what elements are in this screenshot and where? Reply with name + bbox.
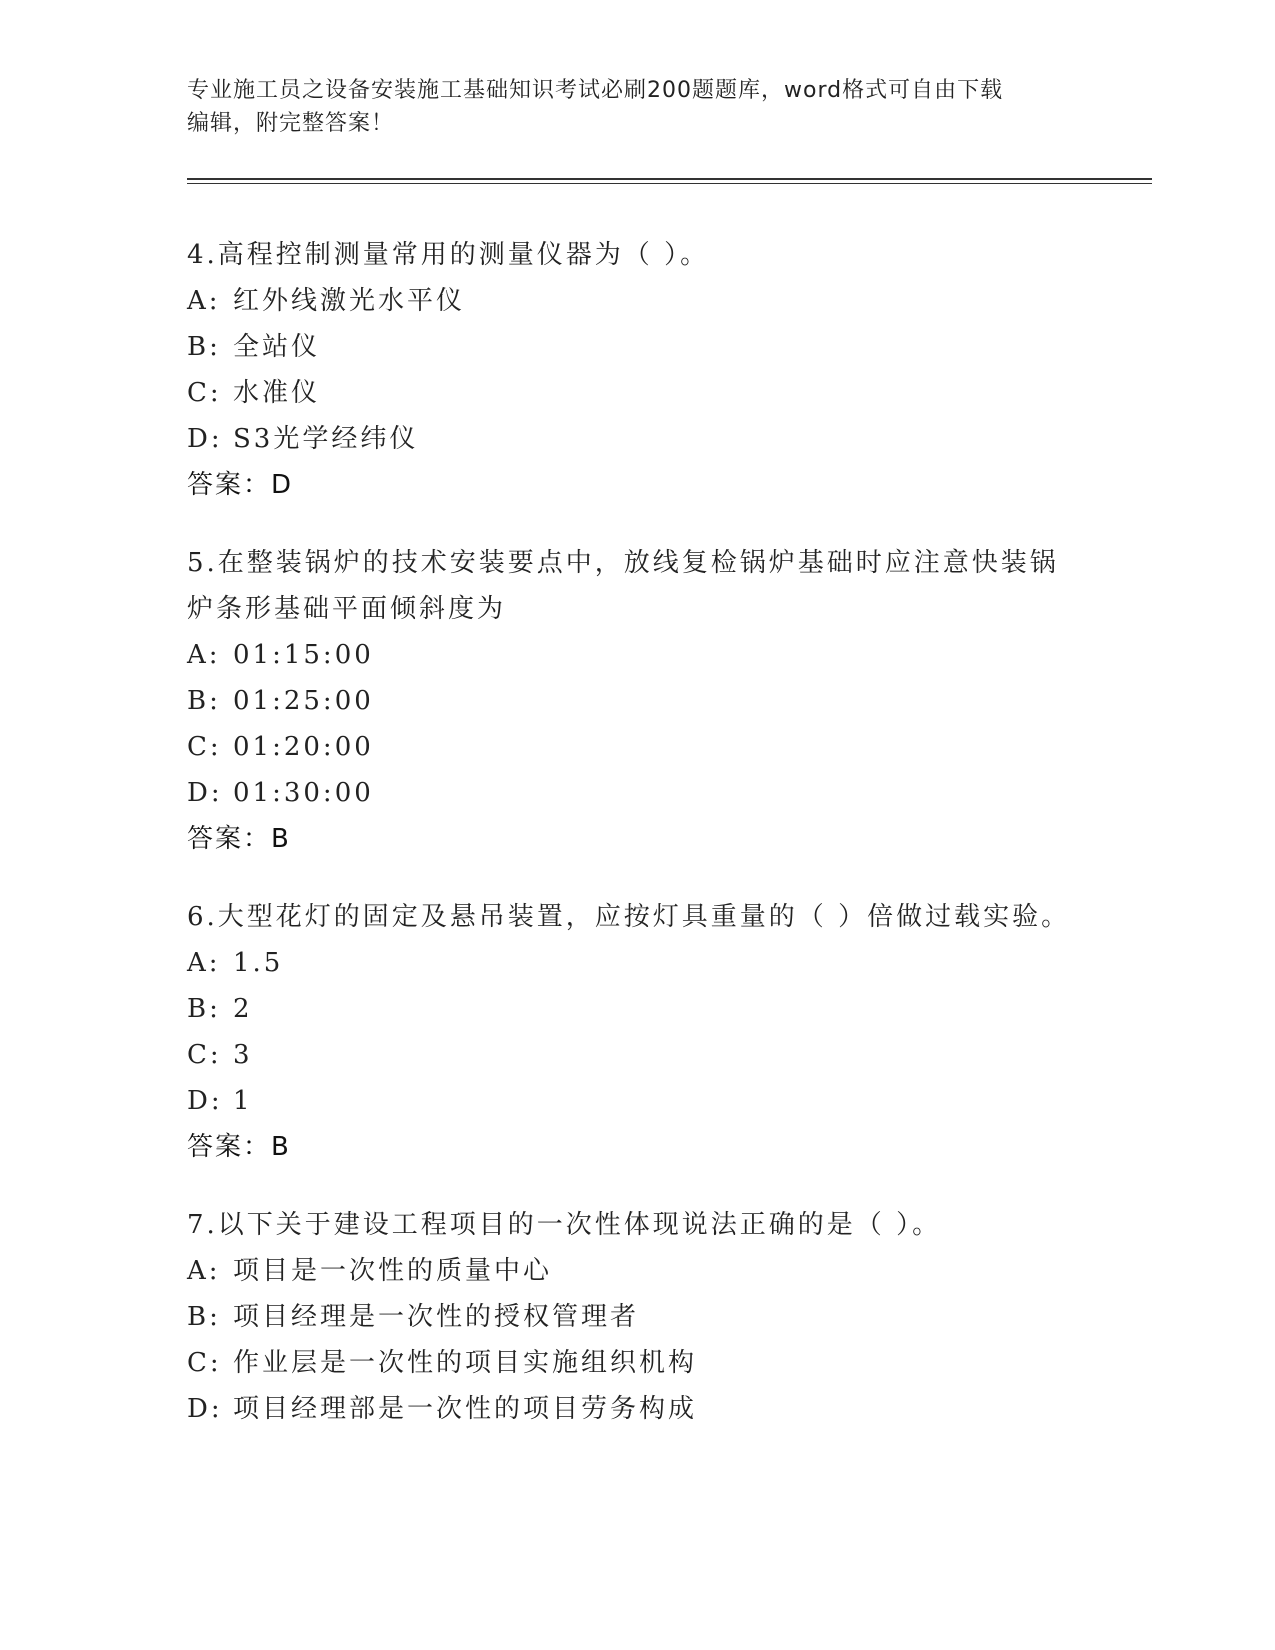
question-6 bbox=[187, 894, 1087, 1170]
option-text: 01:20:00 bbox=[233, 732, 374, 762]
option-text: 01:30:00 bbox=[233, 778, 374, 808]
question-stem: 7.以下关于建设工程项目的一次性体现说法正确的是（ ）。 bbox=[187, 1210, 942, 1240]
option-letter: B: bbox=[187, 332, 221, 362]
header-line-1: 专业施工员之设备安装施工基础知识考试必刷200题题库，word格式可自由下载 bbox=[187, 78, 1004, 103]
option-letter: A: bbox=[187, 640, 221, 670]
option-c bbox=[187, 724, 1087, 770]
option-text: 作业层是一次性的项目实施组织机构 bbox=[233, 1348, 698, 1378]
option-letter: C: bbox=[187, 1040, 222, 1070]
option-letter: A: bbox=[187, 1256, 221, 1286]
header-divider-thick bbox=[187, 178, 1152, 180]
option-d bbox=[187, 416, 1087, 462]
option-b bbox=[187, 324, 1087, 370]
question-stem: 6.大型花灯的固定及悬吊装置，应按灯具重量的（ ）倍做过载实验。 bbox=[187, 902, 1071, 932]
option-letter: D: bbox=[187, 424, 223, 454]
option-letter: D: bbox=[187, 1086, 223, 1116]
option-a bbox=[187, 940, 1087, 986]
option-text: 2 bbox=[233, 994, 253, 1024]
question-list bbox=[187, 232, 1087, 1464]
option-c bbox=[187, 370, 1087, 416]
option-letter: C: bbox=[187, 1348, 222, 1378]
question-4 bbox=[187, 232, 1087, 508]
option-b bbox=[187, 678, 1087, 724]
option-text: 3 bbox=[233, 1040, 253, 1070]
option-text: 01:15:00 bbox=[233, 640, 374, 670]
option-text: 项目经理部是一次性的项目劳务构成 bbox=[233, 1394, 698, 1424]
question-5 bbox=[187, 540, 1087, 862]
option-text: 01:25:00 bbox=[233, 686, 374, 716]
header-line-2: 编辑，附完整答案！ bbox=[187, 111, 395, 136]
option-a bbox=[187, 1248, 1087, 1294]
option-text: 全站仪 bbox=[233, 332, 321, 362]
question-stem: 5.在整装锅炉的技术安装要点中，放线复检锅炉基础时应注意快装锅炉条形基础平面倾斜度为 bbox=[187, 548, 1059, 624]
option-b bbox=[187, 1294, 1087, 1340]
option-text: 1 bbox=[233, 1086, 253, 1116]
option-letter: B: bbox=[187, 994, 221, 1024]
option-text: 水准仪 bbox=[233, 378, 321, 408]
option-letter: D: bbox=[187, 778, 223, 808]
header-divider-thin bbox=[187, 183, 1152, 184]
option-text: 红外线激光水平仪 bbox=[233, 286, 466, 316]
option-text: 项目经理是一次性的授权管理者 bbox=[233, 1302, 640, 1332]
option-d bbox=[187, 1386, 1087, 1432]
question-7 bbox=[187, 1202, 1087, 1432]
option-letter: A: bbox=[187, 286, 221, 316]
answer-line: 答案：D bbox=[187, 470, 294, 500]
option-letter: D: bbox=[187, 1394, 223, 1424]
option-c bbox=[187, 1340, 1087, 1386]
answer-line: 答案：B bbox=[187, 824, 291, 854]
option-letter: B: bbox=[187, 686, 221, 716]
option-c bbox=[187, 1032, 1087, 1078]
document-header bbox=[187, 74, 1067, 140]
option-text: 1.5 bbox=[233, 948, 284, 978]
option-text: 项目是一次性的质量中心 bbox=[233, 1256, 553, 1286]
option-text: S3光学经纬仪 bbox=[233, 424, 419, 454]
option-a bbox=[187, 278, 1087, 324]
option-b bbox=[187, 986, 1087, 1032]
option-d bbox=[187, 1078, 1087, 1124]
option-d bbox=[187, 770, 1087, 816]
option-letter: A: bbox=[187, 948, 221, 978]
option-letter: B: bbox=[187, 1302, 221, 1332]
answer-line: 答案：B bbox=[187, 1132, 291, 1162]
option-a bbox=[187, 632, 1087, 678]
option-letter: C: bbox=[187, 378, 222, 408]
option-letter: C: bbox=[187, 732, 222, 762]
question-stem: 4.高程控制测量常用的测量仪器为（ ）。 bbox=[187, 240, 710, 270]
